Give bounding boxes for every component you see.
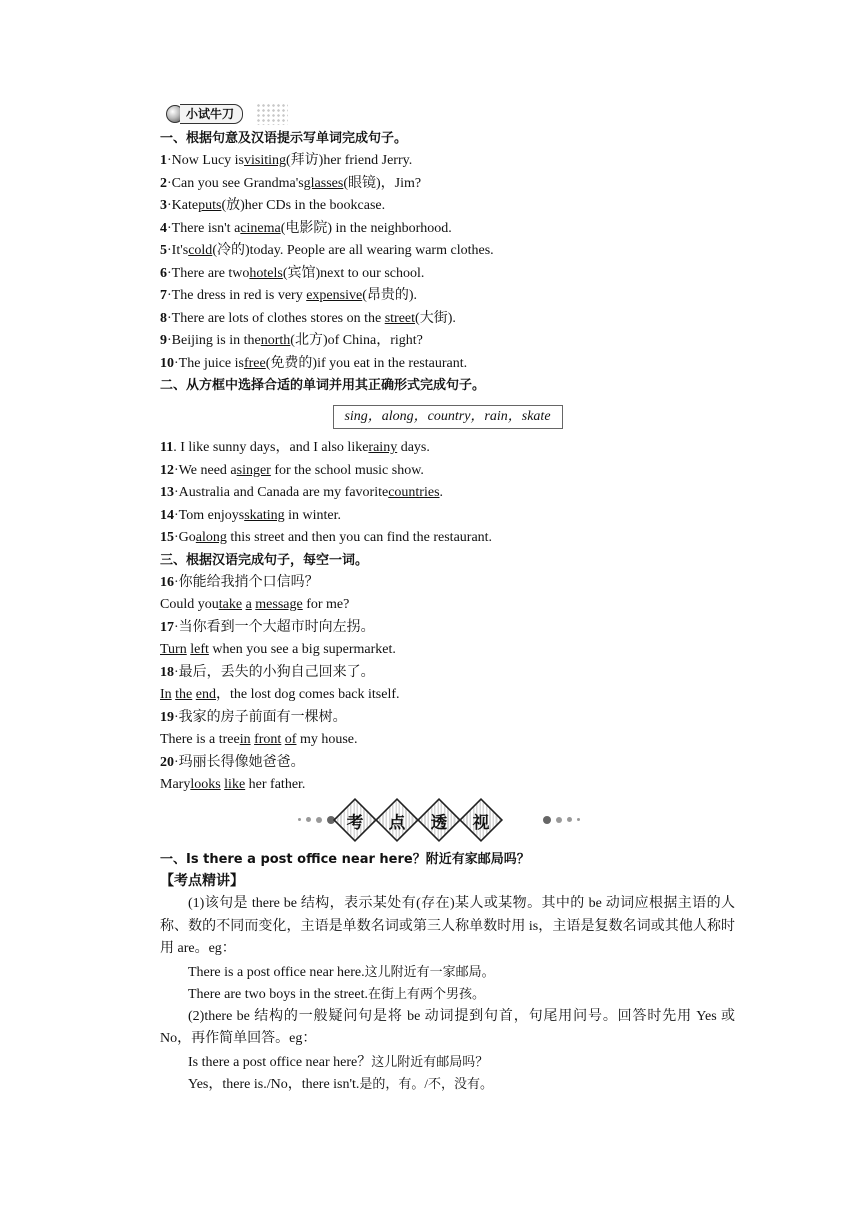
- example-sentence: Is there a post office near here？这儿附近有邮局吗？: [188, 1053, 489, 1070]
- answer-blank: expensive: [306, 288, 363, 303]
- kaodian-tiles: [336, 801, 500, 839]
- exercise-answer: Marylooks like her father.: [160, 777, 306, 792]
- answer-blank: hotels: [249, 265, 283, 281]
- exercise-item: 14·Tom enjoysskating in winter.: [160, 507, 342, 523]
- kaodian-tile: 透: [417, 797, 461, 841]
- part1-list: [160, 150, 735, 375]
- kaodian-tile: 点: [375, 797, 419, 841]
- example-sentence: Yes，there is./No，there isn't.是的，有。/不，没有。: [188, 1076, 494, 1092]
- part2-list: [160, 437, 735, 550]
- answer-blank: free: [243, 355, 266, 371]
- word-box: sing，along，country，rain，skate: [333, 405, 563, 429]
- example-sentence: There are two boys in the street.在街上有两个男孩。: [188, 986, 486, 1002]
- point1-paragraph-1: (1)该句是 there be 结构，表示某处有(存在)某人或某物。其中的 be 动词应根据主语的人称、数的不同而变化，主语是单数名词或第三人称单数时用 is，主语是复数名词或其他人称时用 are。eg：: [160, 896, 735, 956]
- banner-dots-left: [298, 816, 335, 824]
- answer-blank: north: [260, 333, 291, 348]
- answer-blank: singer: [236, 462, 271, 478]
- answer-blank: puts: [198, 198, 222, 213]
- kaodian-tile: 考: [333, 797, 377, 841]
- exercise-item: 10·The juice isfree(免费的)if you eat in the restaurant.: [160, 355, 468, 371]
- exercise-item: 6·There are twohotels(宾馆)next to our school.: [160, 265, 425, 281]
- section-banner: [160, 100, 735, 128]
- exercise-item: 8·There are lots of clothes stores on the street(大街).: [160, 310, 456, 326]
- worksheet-page: [160, 100, 735, 1096]
- exercise-answer: Could youtake a message for me?: [160, 597, 350, 612]
- exercise-prompt: 17·当你看到一个大超市时向左拐。: [160, 619, 375, 635]
- answer-blank: skating: [244, 507, 285, 523]
- point1-paragraph-2: (2)there be 结构的一般疑问句是将 be 动词提到句首，句尾用问号。回答时先用 Yes 或 No，再作简单回答。eg：: [160, 1008, 735, 1046]
- answer-blank: cinema: [240, 220, 281, 236]
- exercise-answer: In the end，the lost dog comes back itself.: [160, 687, 400, 702]
- exercise-item: 5·It'scold(冷的)today. People are all wearing warm clothes.: [160, 243, 494, 258]
- exercise-prompt: 16·你能给我捎个口信吗？: [160, 574, 319, 590]
- point1-subheading: 【考点精讲】: [160, 873, 244, 889]
- exercise-item: 7·The dress in red is very expensive(昂贵的).: [160, 288, 418, 303]
- exercise-prompt: 19·我家的房子前面有一棵树。: [160, 709, 347, 725]
- answer-blank: visiting: [244, 153, 287, 168]
- exercise-prompt: 20·玛丽长得像她爸爸。: [160, 754, 305, 770]
- answer-blank: cold: [188, 243, 213, 258]
- answer-blank: street: [384, 310, 416, 326]
- banner-title: 小试牛刀: [180, 104, 243, 124]
- part1-heading: 一、根据句意及汉语提示写单词完成句子。: [160, 131, 408, 146]
- kaodian-tile: 视: [459, 797, 503, 841]
- banner-dots-decoration: [256, 103, 288, 125]
- exercise-item: 11. I like sunny days，and I also likerainy days.: [160, 440, 430, 455]
- exercise-item: 2·Can you see Grandma'sglasses(眼镜)，Jim?: [160, 175, 422, 191]
- point1-heading: 一、Is there a post office near here？附近有家邮局吗？: [160, 851, 530, 867]
- part3-heading: 三、根据汉语完成句子，每空一词。: [160, 552, 369, 568]
- exercise-item: 13·Australia and Canada are my favoritecountries.: [160, 485, 444, 500]
- exercise-prompt: 18·最后，丢失的小狗自己回来了。: [160, 664, 375, 680]
- exercise-item: 3·Kateputs(放)her CDs in the bookcase.: [160, 198, 386, 213]
- banner-dots-right: [543, 816, 580, 824]
- answer-blank: glasses: [303, 175, 344, 191]
- exercise-item: 9·Beijing is in thenorth(北方)of China，right?: [160, 333, 423, 348]
- answer-blank: along: [195, 530, 227, 545]
- exercise-answer: There is a treein front of my house.: [160, 732, 358, 747]
- exercise-item: 1·Now Lucy isvisiting(拜访)her friend Jerry.: [160, 153, 413, 168]
- answer-blank: rainy: [368, 440, 398, 455]
- exercise-item: 12·We need asinger for the school music show.: [160, 462, 424, 478]
- example-sentence: There is a post office near here.这儿附近有一家邮局。: [188, 963, 495, 980]
- kaodian-banner: [160, 799, 735, 843]
- part2-heading: 二、从方框中选择合适的单词并用其正确形式完成句子。: [160, 378, 486, 393]
- exercise-item: 15·Goalong this street and then you can find the restaurant.: [160, 530, 493, 545]
- answer-blank: countries: [388, 485, 440, 500]
- exercise-answer: Turn left when you see a big supermarket.: [160, 642, 396, 657]
- exercise-item: 4·There isn't acinema(电影院) in the neighborhood.: [160, 220, 452, 236]
